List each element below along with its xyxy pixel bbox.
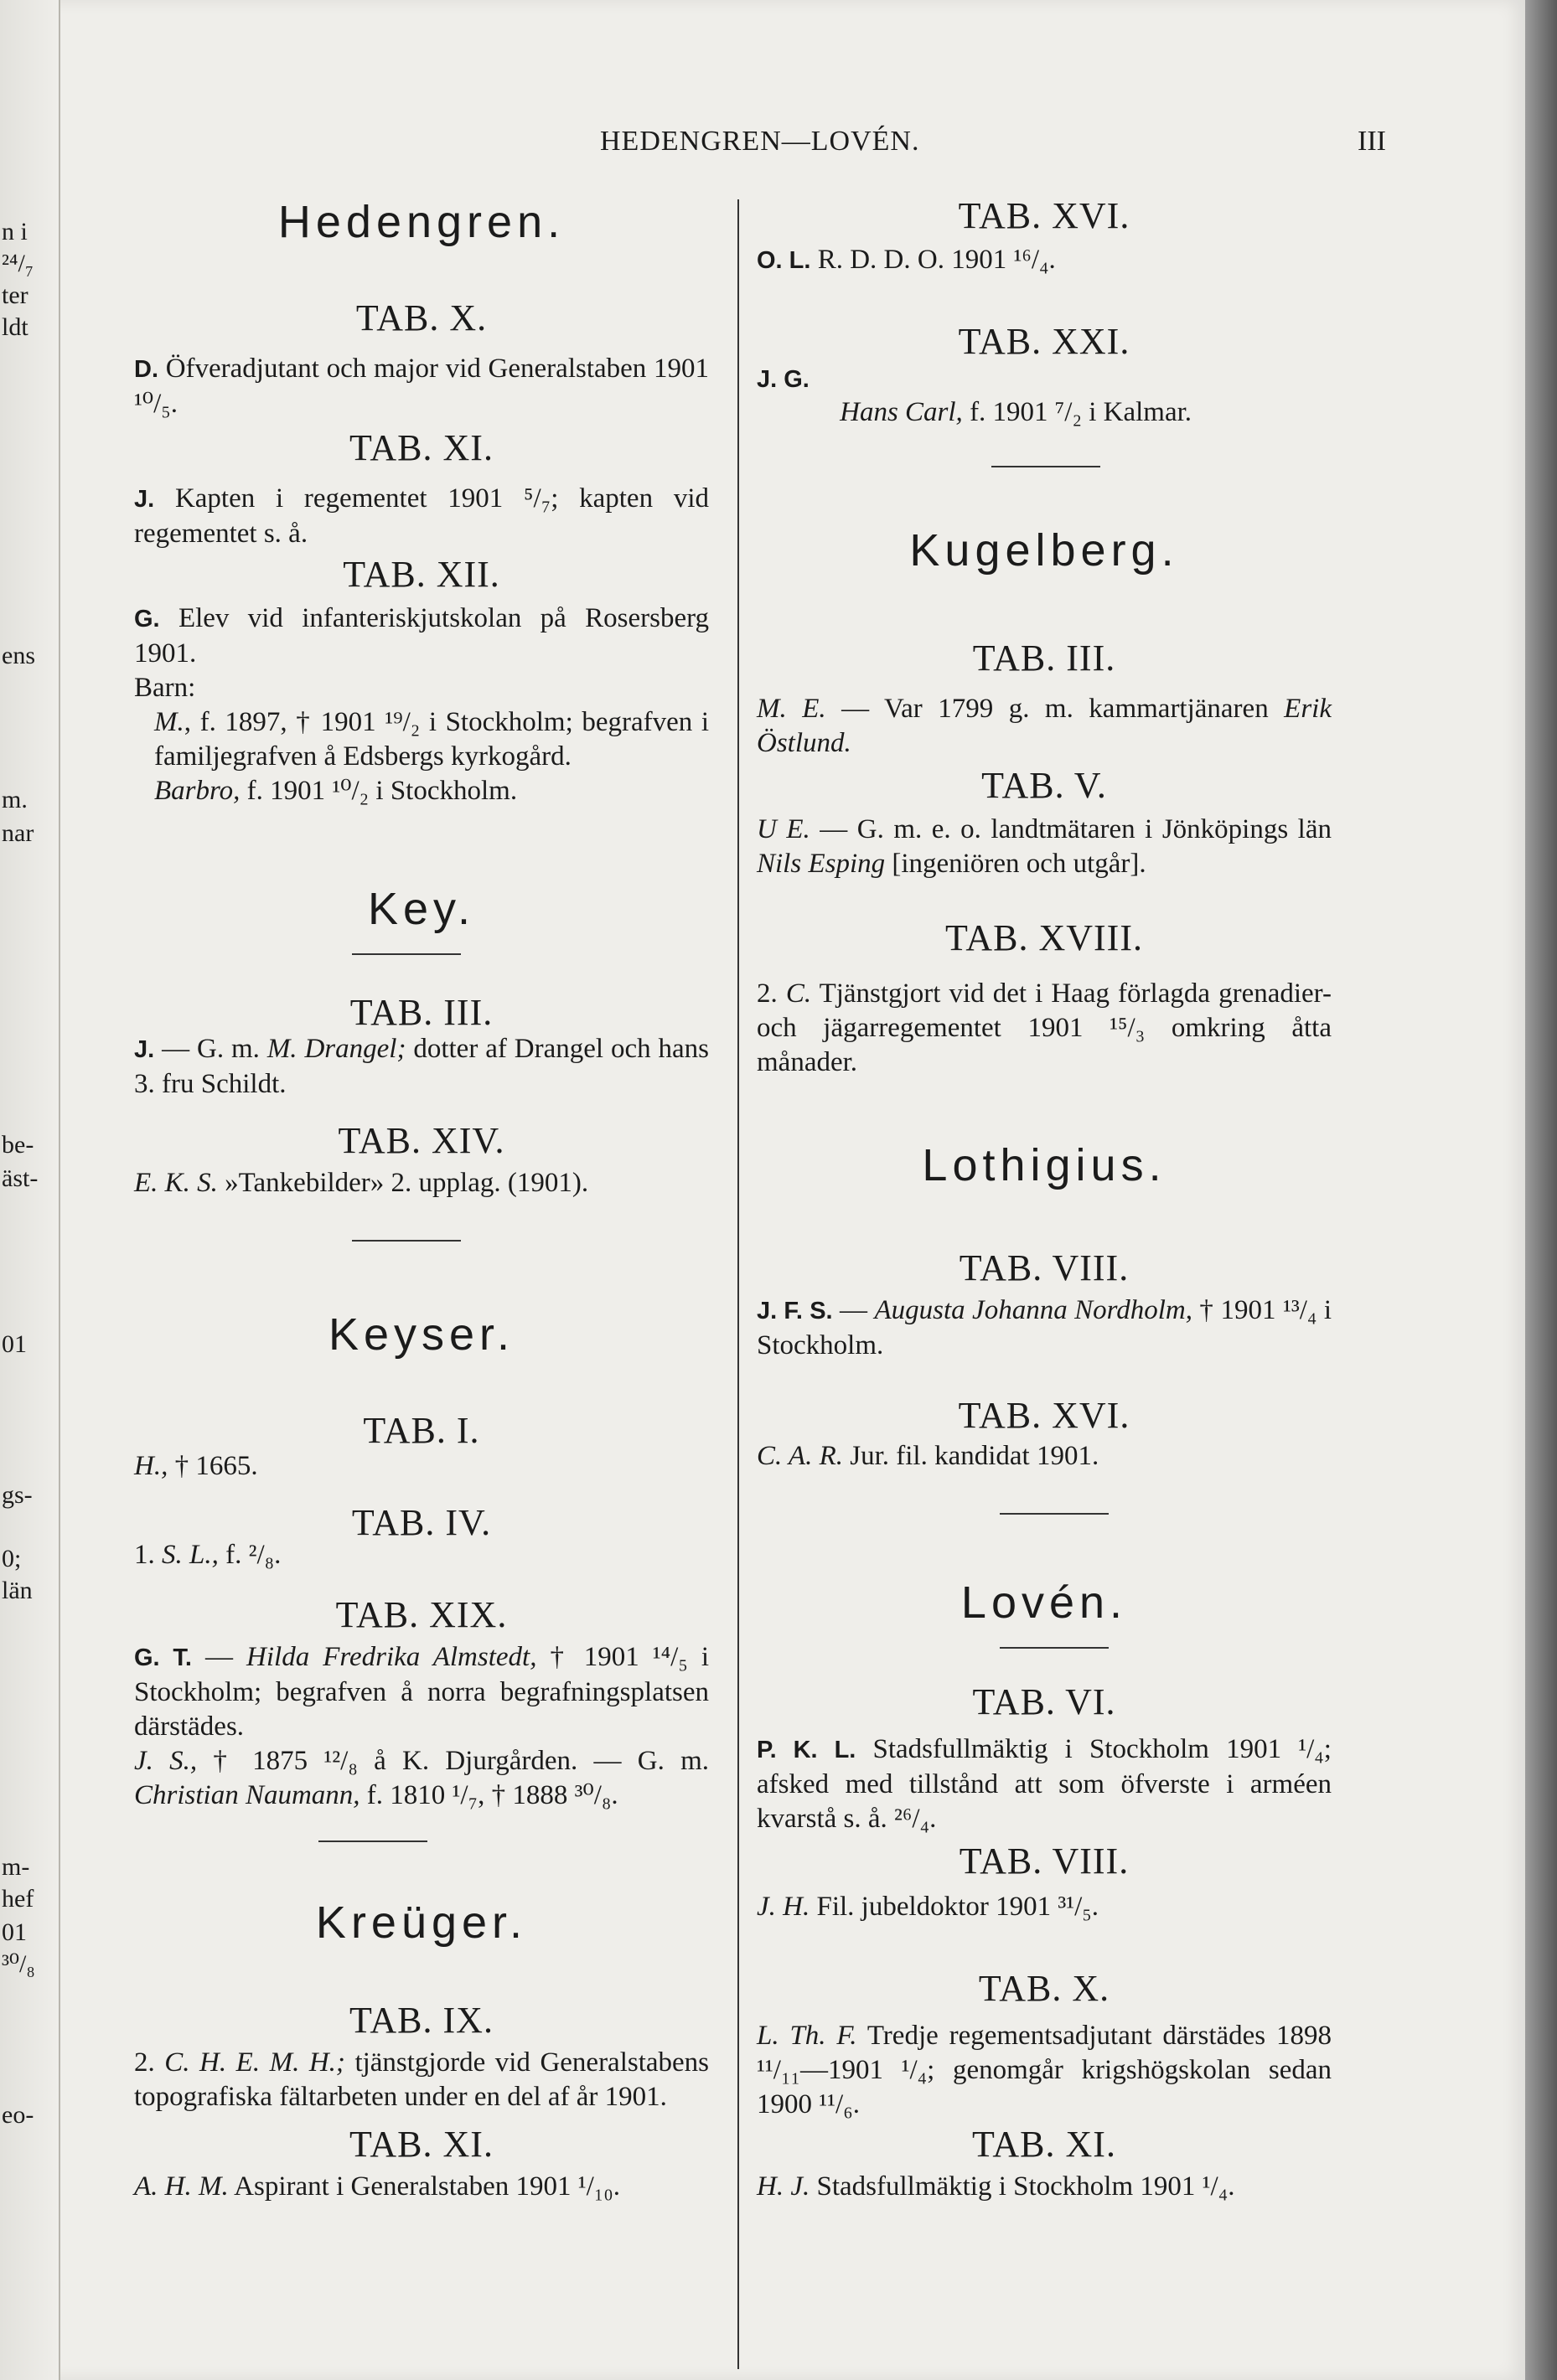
- entry: [757, 977, 1332, 1080]
- entry: [757, 2019, 1332, 2122]
- entry: [757, 2170, 1332, 2204]
- gutter-fragment: ldt: [2, 313, 28, 341]
- tab-heading: TAB. V.: [981, 765, 1107, 806]
- family-heading-lothigius: Lothigius.: [922, 1140, 1166, 1190]
- entry-initials: J. S.,: [134, 1746, 198, 1776]
- gutter-fragment: ³⁰/₈: [2, 1950, 35, 1978]
- entry-text: [ingeniören och utgår].: [885, 849, 1146, 879]
- gutter-fragment: be-: [2, 1131, 34, 1159]
- entry-initials: C. A. R.: [757, 1441, 843, 1471]
- spouse-name: Nils Esping: [757, 849, 886, 879]
- entry: [134, 1166, 709, 1200]
- previous-page-gutter: [0, 0, 60, 2380]
- tab-heading: TAB. III.: [972, 638, 1116, 679]
- entry: [757, 1890, 1332, 1924]
- gutter-fragment: 0;: [2, 1545, 22, 1572]
- gutter-fragment: n i: [2, 218, 28, 245]
- entry-text: f. 1810 ¹/₇, † 1888 ³⁰/₈.: [360, 1780, 618, 1810]
- tab-heading: TAB. XIX.: [335, 1594, 508, 1635]
- entry: [134, 1640, 709, 1813]
- page-number: III: [1358, 126, 1386, 157]
- child-name: Hans Carl,: [840, 397, 963, 427]
- tab-heading: TAB. X.: [355, 297, 488, 338]
- spouse-name: M. Drangel;: [266, 1034, 406, 1064]
- short-rule: [352, 953, 461, 955]
- entry-text: Fil. jubeldoktor 1901 ³¹/₅.: [810, 1892, 1099, 1922]
- gutter-fragment: hef: [2, 1885, 34, 1913]
- entry-initials: H.,: [134, 1451, 168, 1481]
- entry: [134, 1032, 709, 1102]
- column-divider: [737, 199, 739, 2369]
- entry-text: R. D. D. O. 1901 ¹⁶/₄.: [817, 245, 1056, 275]
- entry-text: Tjänstgjort vid det i Haag förlagda grenadier- och jägarregementet 1901 ¹⁵/₃ omkring åtta månader.: [757, 978, 1332, 1077]
- tab-heading: TAB. XVIII.: [945, 917, 1143, 958]
- gutter-fragment: ens: [2, 642, 35, 669]
- family-heading-kugelberg: Kugelberg.: [909, 525, 1179, 576]
- entry-text: Kapten i regementet 1901 ⁵/₇; kapten vid regementet s. å.: [134, 483, 710, 549]
- child-text: f. 1901 ¹⁰/₂ i Stockholm.: [240, 776, 518, 806]
- entry-initials: H. J.: [757, 2171, 810, 2202]
- entry: [134, 1449, 709, 1484]
- spouse-name: Hilda Fredrika Almstedt,: [246, 1642, 537, 1672]
- child-entry: [134, 774, 709, 808]
- entry-line: [134, 1744, 709, 1813]
- gutter-fragment: äst-: [2, 1164, 39, 1192]
- gutter-fragment: län: [2, 1577, 33, 1604]
- spouse-name: Erik Östlund.: [757, 694, 1332, 758]
- entry-text: »Tankebilder» 2. upplag. (1901).: [225, 1168, 589, 1198]
- entry: [134, 482, 709, 551]
- tab-heading: TAB. XI.: [349, 427, 494, 468]
- entry-text: † 1901 ¹³/₄ i Stockholm.: [757, 1295, 1332, 1360]
- entry-initials: J. G.: [757, 366, 810, 393]
- entry-initials: A. H. M.: [134, 2171, 229, 2202]
- gutter-fragment: m-: [2, 1853, 30, 1881]
- tab-heading: TAB. VIII.: [959, 1247, 1130, 1288]
- entry-initials: G.: [134, 606, 160, 632]
- entry-text: Öfveradjutant och major vid Generalstaben 1901 ¹⁰/₅.: [134, 354, 709, 419]
- children-label: Barn:: [134, 673, 196, 703]
- family-heading-key: Key.: [367, 884, 476, 934]
- tab-heading: TAB. III.: [349, 992, 494, 1033]
- entry-initials: P. K. L.: [757, 1737, 856, 1763]
- entry-initials: M. E.: [757, 694, 826, 724]
- page-edge-shadow: [1525, 0, 1557, 2380]
- entry-initials: J. F. S.: [757, 1298, 833, 1324]
- entry-initials: U E.: [757, 814, 810, 844]
- child-name: M.: [154, 707, 184, 737]
- gutter-fragment: eo-: [2, 2101, 34, 2129]
- entry-line: [816, 395, 1192, 430]
- gutter-fragment: 01: [2, 1918, 27, 1946]
- tab-heading: TAB. XVI.: [958, 1395, 1130, 1436]
- entry-text: Stadsfullmäktig i Stockholm 1901 ¹/₄; afsked med tillstånd att som öfverste i arméen kvarstå s. å. ²⁶/₄.: [757, 1734, 1332, 1834]
- entry-text: † 1901 ¹⁴/₅ i Stockholm; begrafven å norra begrafningsplatsen därstädes.: [134, 1642, 710, 1742]
- entry: [134, 601, 709, 808]
- tab-heading: TAB. XVI.: [958, 195, 1130, 236]
- entry: [134, 1538, 709, 1572]
- gutter-fragment: ter: [2, 281, 28, 309]
- entry-initials: L. Th. F.: [757, 2021, 857, 2051]
- tab-heading: TAB. XI.: [349, 2124, 494, 2165]
- entry-text: Stadsfullmäktig i Stockholm 1901 ¹/₄.: [810, 2171, 1235, 2202]
- entry-initials: S. L.,: [162, 1540, 219, 1570]
- entry-text: f. ²/₈.: [225, 1540, 282, 1570]
- tab-heading: TAB. X.: [978, 1968, 1110, 2009]
- short-rule: [1000, 1647, 1109, 1649]
- entry: [757, 1732, 1332, 1836]
- entry-number: 2.: [757, 978, 778, 1009]
- tab-heading: TAB. XI.: [972, 2124, 1116, 2165]
- entry-initials: J. H.: [757, 1892, 810, 1922]
- entry-number: 1.: [134, 1540, 155, 1570]
- entry: [757, 362, 1332, 430]
- entry-initials: O. L.: [757, 247, 811, 274]
- entry-initials: C. H. E. M. H.;: [164, 2047, 345, 2078]
- entry: [757, 243, 1332, 278]
- entry: [134, 352, 709, 421]
- entry-text: † 1665.: [174, 1451, 258, 1481]
- tab-heading: TAB. XXI.: [958, 321, 1130, 362]
- entry: [134, 2046, 709, 2114]
- tab-heading: TAB. IV.: [351, 1502, 492, 1543]
- gutter-fragment: 01: [2, 1330, 27, 1358]
- child-text: , f. 1897, † 1901 ¹⁹/₂ i Stockholm; begrafven i familjegrafven å Edsbergs kyrkogård.: [154, 707, 709, 772]
- entry-text: f. 1901 ⁷/₂ i Kalmar.: [962, 397, 1192, 427]
- entry: [757, 813, 1332, 881]
- entry-initials: J.: [134, 1036, 155, 1063]
- short-rule: [1000, 1513, 1109, 1515]
- entry-initials: J.: [134, 486, 155, 513]
- entry-text: — Var 1799 g. m. kammartjänaren: [825, 694, 1285, 724]
- entry: [757, 692, 1332, 761]
- entry-text: Aspirant i Generalstaben 1901 ¹/₁₀.: [234, 2171, 621, 2202]
- entry-text: —: [832, 1295, 875, 1325]
- entry-initials: C.: [785, 978, 812, 1009]
- entry-text: dotter af Drangel och hans 3. fru Schildt.: [134, 1034, 709, 1099]
- family-heading-kreuger: Kreüger.: [315, 1897, 528, 1948]
- entry-text: — G. m. e. o. landtmätaren i Jönköpings län: [810, 814, 1332, 844]
- tab-heading: TAB. IX.: [349, 2000, 494, 2041]
- entry-text: —: [205, 1642, 247, 1672]
- entry-text: tjänstgjorde vid Generalstabens topografiska fältarbeten under en del af år 1901.: [134, 2047, 710, 2112]
- entry-text: — G. m.: [162, 1034, 267, 1064]
- entry: [757, 1439, 1332, 1474]
- tab-heading: TAB. VIII.: [959, 1840, 1130, 1882]
- gutter-fragment: gs-: [2, 1481, 33, 1509]
- spouse-name: Christian Naumann,: [134, 1780, 360, 1810]
- entry: [134, 2170, 709, 2204]
- short-rule: [352, 1240, 461, 1242]
- short-rule: [991, 466, 1100, 467]
- gutter-fragment: m.: [2, 786, 28, 813]
- spouse-name: Augusta Johanna Nordholm,: [874, 1295, 1192, 1325]
- entry-initials: D.: [134, 356, 158, 383]
- gutter-fragment: ²⁴/₇: [2, 250, 34, 277]
- child-name: Barbro,: [154, 776, 241, 806]
- child-entry: [134, 705, 709, 774]
- entry-text: Jur. fil. kandidat 1901.: [842, 1441, 1099, 1471]
- family-heading-keyser: Keyser.: [328, 1309, 515, 1360]
- family-heading-loven: Lovén.: [960, 1577, 1128, 1628]
- gutter-fragment: nar: [2, 819, 34, 847]
- entry: [757, 1293, 1332, 1363]
- entry-text: † 1875 ¹²/₈ å K. Djurgården. — G. m.: [197, 1746, 709, 1776]
- entry-number: 2.: [134, 2047, 155, 2078]
- running-head: HEDENGREN—LOVÉN.: [600, 126, 920, 157]
- tab-heading: TAB. VI.: [972, 1681, 1116, 1722]
- tab-heading: TAB. XII.: [343, 554, 500, 595]
- entry-initials: G. T.: [134, 1644, 192, 1671]
- entry-initials: E. K. S.: [134, 1168, 218, 1198]
- entry-text: Elev vid infanteriskjutskolan på Rosersberg 1901.: [134, 603, 710, 669]
- short-rule: [318, 1840, 427, 1842]
- tab-heading: TAB. I.: [363, 1410, 480, 1451]
- entry-text: Tredje regementsadjutant därstädes 1898 ¹¹/₁₁—1901 ¹/₄; genomgår krigshögskolan sedan 1900 ¹¹/₆.: [757, 2021, 1332, 2119]
- tab-heading: TAB. XIV.: [338, 1120, 505, 1161]
- family-heading-hedengren: Hedengren.: [277, 197, 566, 247]
